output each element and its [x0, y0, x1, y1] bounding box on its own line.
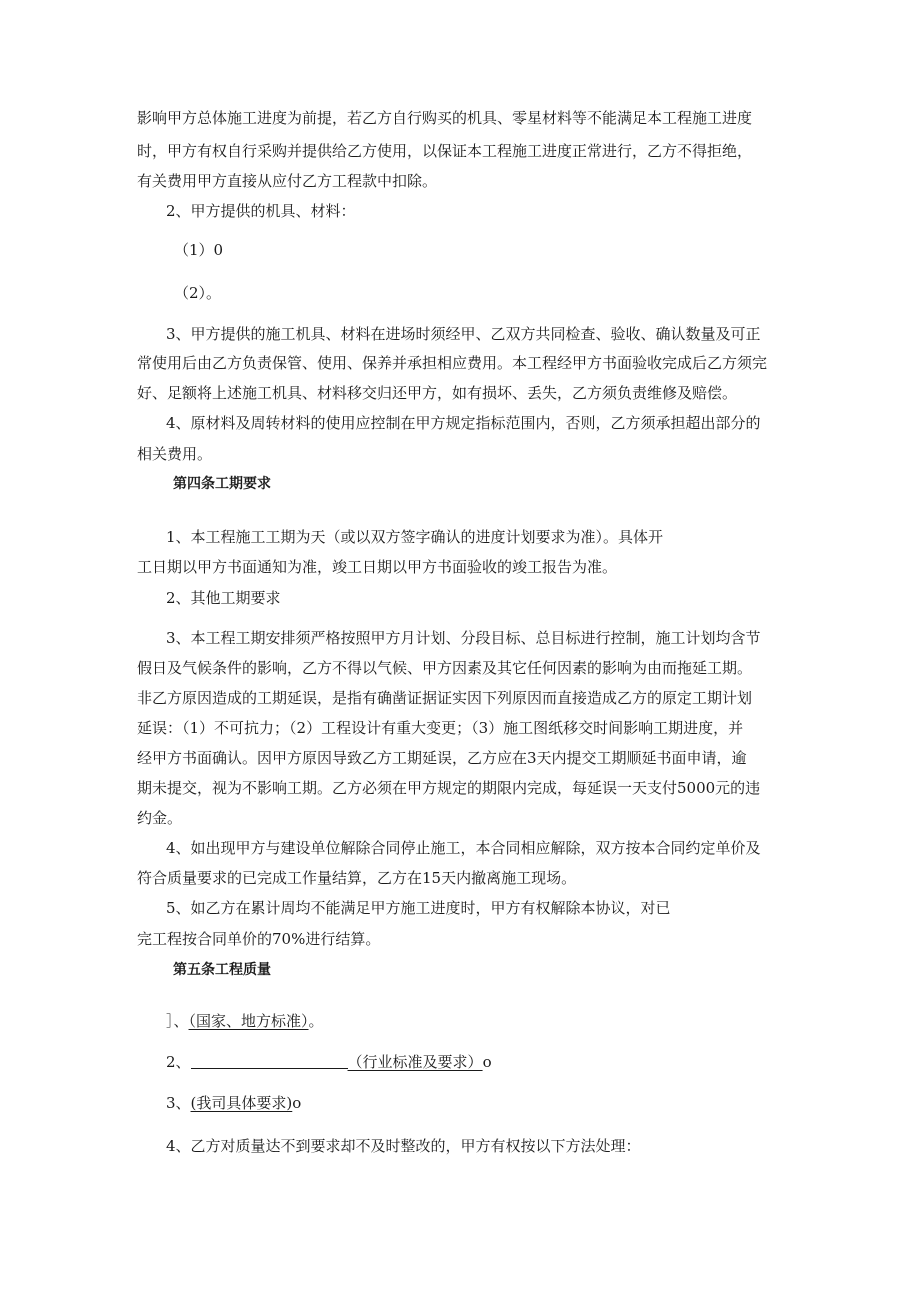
- paragraph-line: 5、如乙方在累计周均不能满足甲方施工进度时，甲方有权解除本协议，对已: [166, 899, 671, 917]
- list-item: （1）0: [174, 241, 224, 259]
- paragraph-line: 时，甲方有权自行采购并提供给乙方使用，以保证本工程施工进度正常进行，乙方不得拒绝，: [137, 142, 753, 160]
- underlined-text: (我司具体要求): [190, 1094, 293, 1112]
- paragraph-line: 完工程按合同单价的70%进行结算。: [137, 930, 381, 948]
- fill-in-blank: [191, 1053, 348, 1069]
- paragraph-line: 相关费用。: [137, 445, 213, 463]
- section-heading: 第五条工程质量: [173, 962, 271, 978]
- paragraph-line: 有关费用甲方直接从应付乙方工程款中扣除。: [137, 172, 438, 190]
- paragraph-line: 1、本工程施工工期为天（或以双方签字确认的进度计划要求为准）。具体开: [166, 528, 664, 546]
- paragraph-line: 常使用后由乙方负责保管、使用、保养并承担相应费用。本工程经甲方书面验收完成后乙方须完: [137, 354, 768, 372]
- paragraph-line: 3、甲方提供的施工机具、材料在进场时须经甲、乙双方共同检查、验收、确认数量及可正: [166, 325, 761, 343]
- paragraph-line: 4、原材料及周转材料的使用应控制在甲方规定指标范围内，否则，乙方须承担超出部分的: [166, 414, 761, 432]
- paragraph-line: 经甲方书面确认。因甲方原因导致乙方工期延误，乙方应在3天内提交工期顺延书面申请，逾: [137, 749, 747, 767]
- item-suffix: o: [482, 1053, 492, 1071]
- item-number: ］、: [166, 1012, 189, 1030]
- quality-item-1: [166, 1011, 324, 1031]
- paragraph-line: 假日及气候条件的影响，乙方不得以气候、甲方因素及其它任何因素的影响为由而拖延工期。: [137, 659, 753, 677]
- paragraph-line: 3、本工程工期安排须严格按照甲方月计划、分段目标、总目标进行控制，施工计划均含节: [166, 629, 761, 647]
- paragraph-line: 好、足额将上述施工机具、材料移交归还甲方，如有损坏、丢失，乙方须负责维修及赔偿。: [137, 384, 738, 402]
- item-suffix: o: [292, 1094, 302, 1112]
- paragraph-line: 符合质量要求的已完成工作量结算，乙方在15天内撤离施工现场。: [137, 869, 577, 887]
- paragraph-line: 2、其他工期要求: [166, 589, 281, 607]
- paragraph-line: 2、甲方提供的机具、材料：: [166, 202, 356, 220]
- item-suffix: 。: [308, 1012, 324, 1030]
- quality-item-2: [166, 1052, 492, 1072]
- underlined-text: （行业标准及要求）: [347, 1053, 483, 1071]
- quality-item-3: [166, 1093, 301, 1113]
- paragraph-line: 工日期以甲方书面通知为准，竣工日期以甲方书面验收的竣工报告为准。: [137, 558, 618, 576]
- item-number: 2、: [166, 1053, 191, 1071]
- paragraph-line: 期未提交，视为不影响工期。乙方必须在甲方规定的期限内完成，每延误一天支付5000元的违: [137, 779, 761, 797]
- section-heading: 第四条工期要求: [173, 476, 271, 492]
- paragraph-line: 约金。: [137, 809, 183, 827]
- paragraph-line: 4、如出现甲方与建设单位解除合同停止施工，本合同相应解除，双方按本合同约定单价及: [166, 839, 761, 857]
- item-number: 3、: [166, 1094, 191, 1112]
- paragraph-line: 非乙方原因造成的工期延误，是指有确凿证据证实因下列原因而直接造成乙方的原定工期计划: [137, 689, 753, 707]
- list-item: （2）。: [174, 284, 222, 302]
- underlined-text: （国家、地方标准）: [188, 1012, 309, 1030]
- paragraph-line: 延误：（1）不可抗力；（2）工程设计有重大变更；（3）施工图纸移交时间影响工期进度，并: [137, 719, 744, 737]
- paragraph-line: 4、乙方对质量达不到要求却不及时整改的，甲方有权按以下方法处理：: [166, 1137, 641, 1155]
- paragraph-line: 影响甲方总体施工进度为前提，若乙方自行购买的机具、零星材料等不能满足本工程施工进度: [137, 109, 753, 127]
